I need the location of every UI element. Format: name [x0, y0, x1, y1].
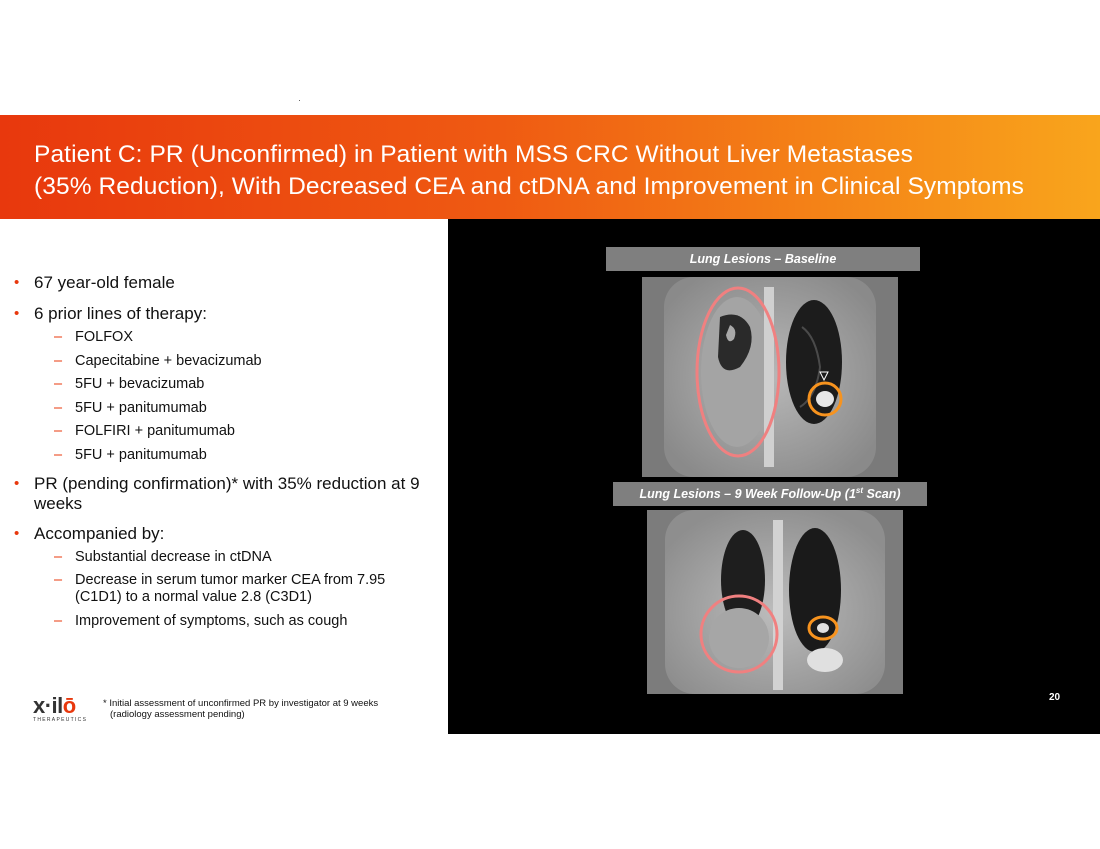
- sub-bullet-marker: –: [54, 352, 63, 369]
- sub-bullet-text: 5FU + bevacizumab: [75, 376, 205, 392]
- sub-bullet-text: FOLFOX: [75, 329, 134, 345]
- sub-bullet-item: [34, 447, 434, 464]
- bullet-text: 67 year-old female: [34, 273, 175, 292]
- sub-bullet-item: [34, 400, 434, 417]
- sub-bullet-text: Improvement of symptoms, such as cough: [75, 612, 348, 629]
- bullet-marker: •: [14, 524, 20, 542]
- bullet-text: Accompanied by:: [34, 523, 165, 543]
- sub-bullet-text: FOLFIRI + panitumumab: [75, 423, 235, 439]
- bullet-item: [14, 273, 434, 293]
- bullet-marker: •: [14, 274, 20, 291]
- bullet-marker: •: [14, 305, 20, 322]
- sub-bullet-text: 5FU + panitumumab: [75, 446, 207, 463]
- bullet-text: 6 prior lines of therapy:: [34, 304, 207, 323]
- logo-tagline: THERAPEUTICS: [33, 717, 88, 723]
- sub-bullet-item: [34, 353, 434, 370]
- sub-bullet-item: [34, 329, 434, 346]
- sub-bullet-marker: –: [54, 446, 63, 463]
- bullet-marker: •: [14, 474, 20, 492]
- sub-bullet-list: [34, 549, 434, 630]
- bullet-text: PR (pending confirmation)* with 35% reduction at 9 weeks: [34, 473, 420, 513]
- sub-bullet-item: [34, 423, 434, 440]
- sub-bullet-item: [34, 613, 434, 630]
- sub-bullet-text: Decrease in serum tumor marker CEA from 7.95 (C1D1) to a normal value 2.8 (C3D1): [75, 572, 386, 605]
- slide-title: [34, 139, 1084, 203]
- sub-bullet-marker: –: [54, 376, 63, 392]
- sub-bullet-marker: –: [54, 399, 63, 416]
- text-panel: [0, 219, 448, 734]
- xilio-logo: [33, 695, 93, 723]
- sub-bullet-item: [34, 549, 434, 566]
- bullet-item: [14, 474, 434, 514]
- bullet-list: [14, 273, 434, 630]
- sub-bullet-marker: –: [54, 572, 63, 588]
- sub-bullet-marker: –: [54, 329, 63, 345]
- bullet-item: [14, 304, 434, 464]
- stray-dot: [299, 100, 300, 101]
- sub-bullet-item: [34, 376, 434, 393]
- baseline-ct-image: [642, 277, 898, 477]
- sub-bullet-text: Substantial decrease in ctDNA: [75, 548, 272, 565]
- title-banner: [0, 115, 1100, 219]
- slide-title-line1: Patient C: PR (Unconfirmed) in Patient with MSS CRC Without Liver Metastases: [34, 141, 914, 168]
- bullet-item: [14, 524, 434, 630]
- footnote: [103, 698, 433, 720]
- followup-caption: Lung Lesions – 9 Week Follow-Up (1st Scan): [613, 482, 927, 506]
- sub-bullet-marker: –: [54, 423, 63, 439]
- sub-bullet-marker: –: [54, 612, 63, 629]
- footnote-line1: * Initial assessment of unconfirmed PR by investigator at 9 weeks: [103, 698, 379, 709]
- sub-bullet-text: Capecitabine + bevacizumab: [75, 352, 262, 369]
- sub-bullet-marker: –: [54, 548, 63, 565]
- page-number: 20: [1049, 692, 1061, 703]
- logo-wordmark: x·ilō: [33, 693, 76, 718]
- footnote-line2: (radiology assessment pending): [110, 709, 245, 720]
- sub-bullet-text: 5FU + panitumumab: [75, 399, 207, 416]
- baseline-caption: Lung Lesions – Baseline: [606, 247, 920, 271]
- sub-bullet-list: [34, 329, 434, 464]
- slide-title-line2: (35% Reduction), With Decreased CEA and ctDNA and Improvement in Clinical Symptoms: [34, 173, 1024, 200]
- followup-ct-image: [647, 510, 903, 694]
- sub-bullet-item: [34, 572, 434, 606]
